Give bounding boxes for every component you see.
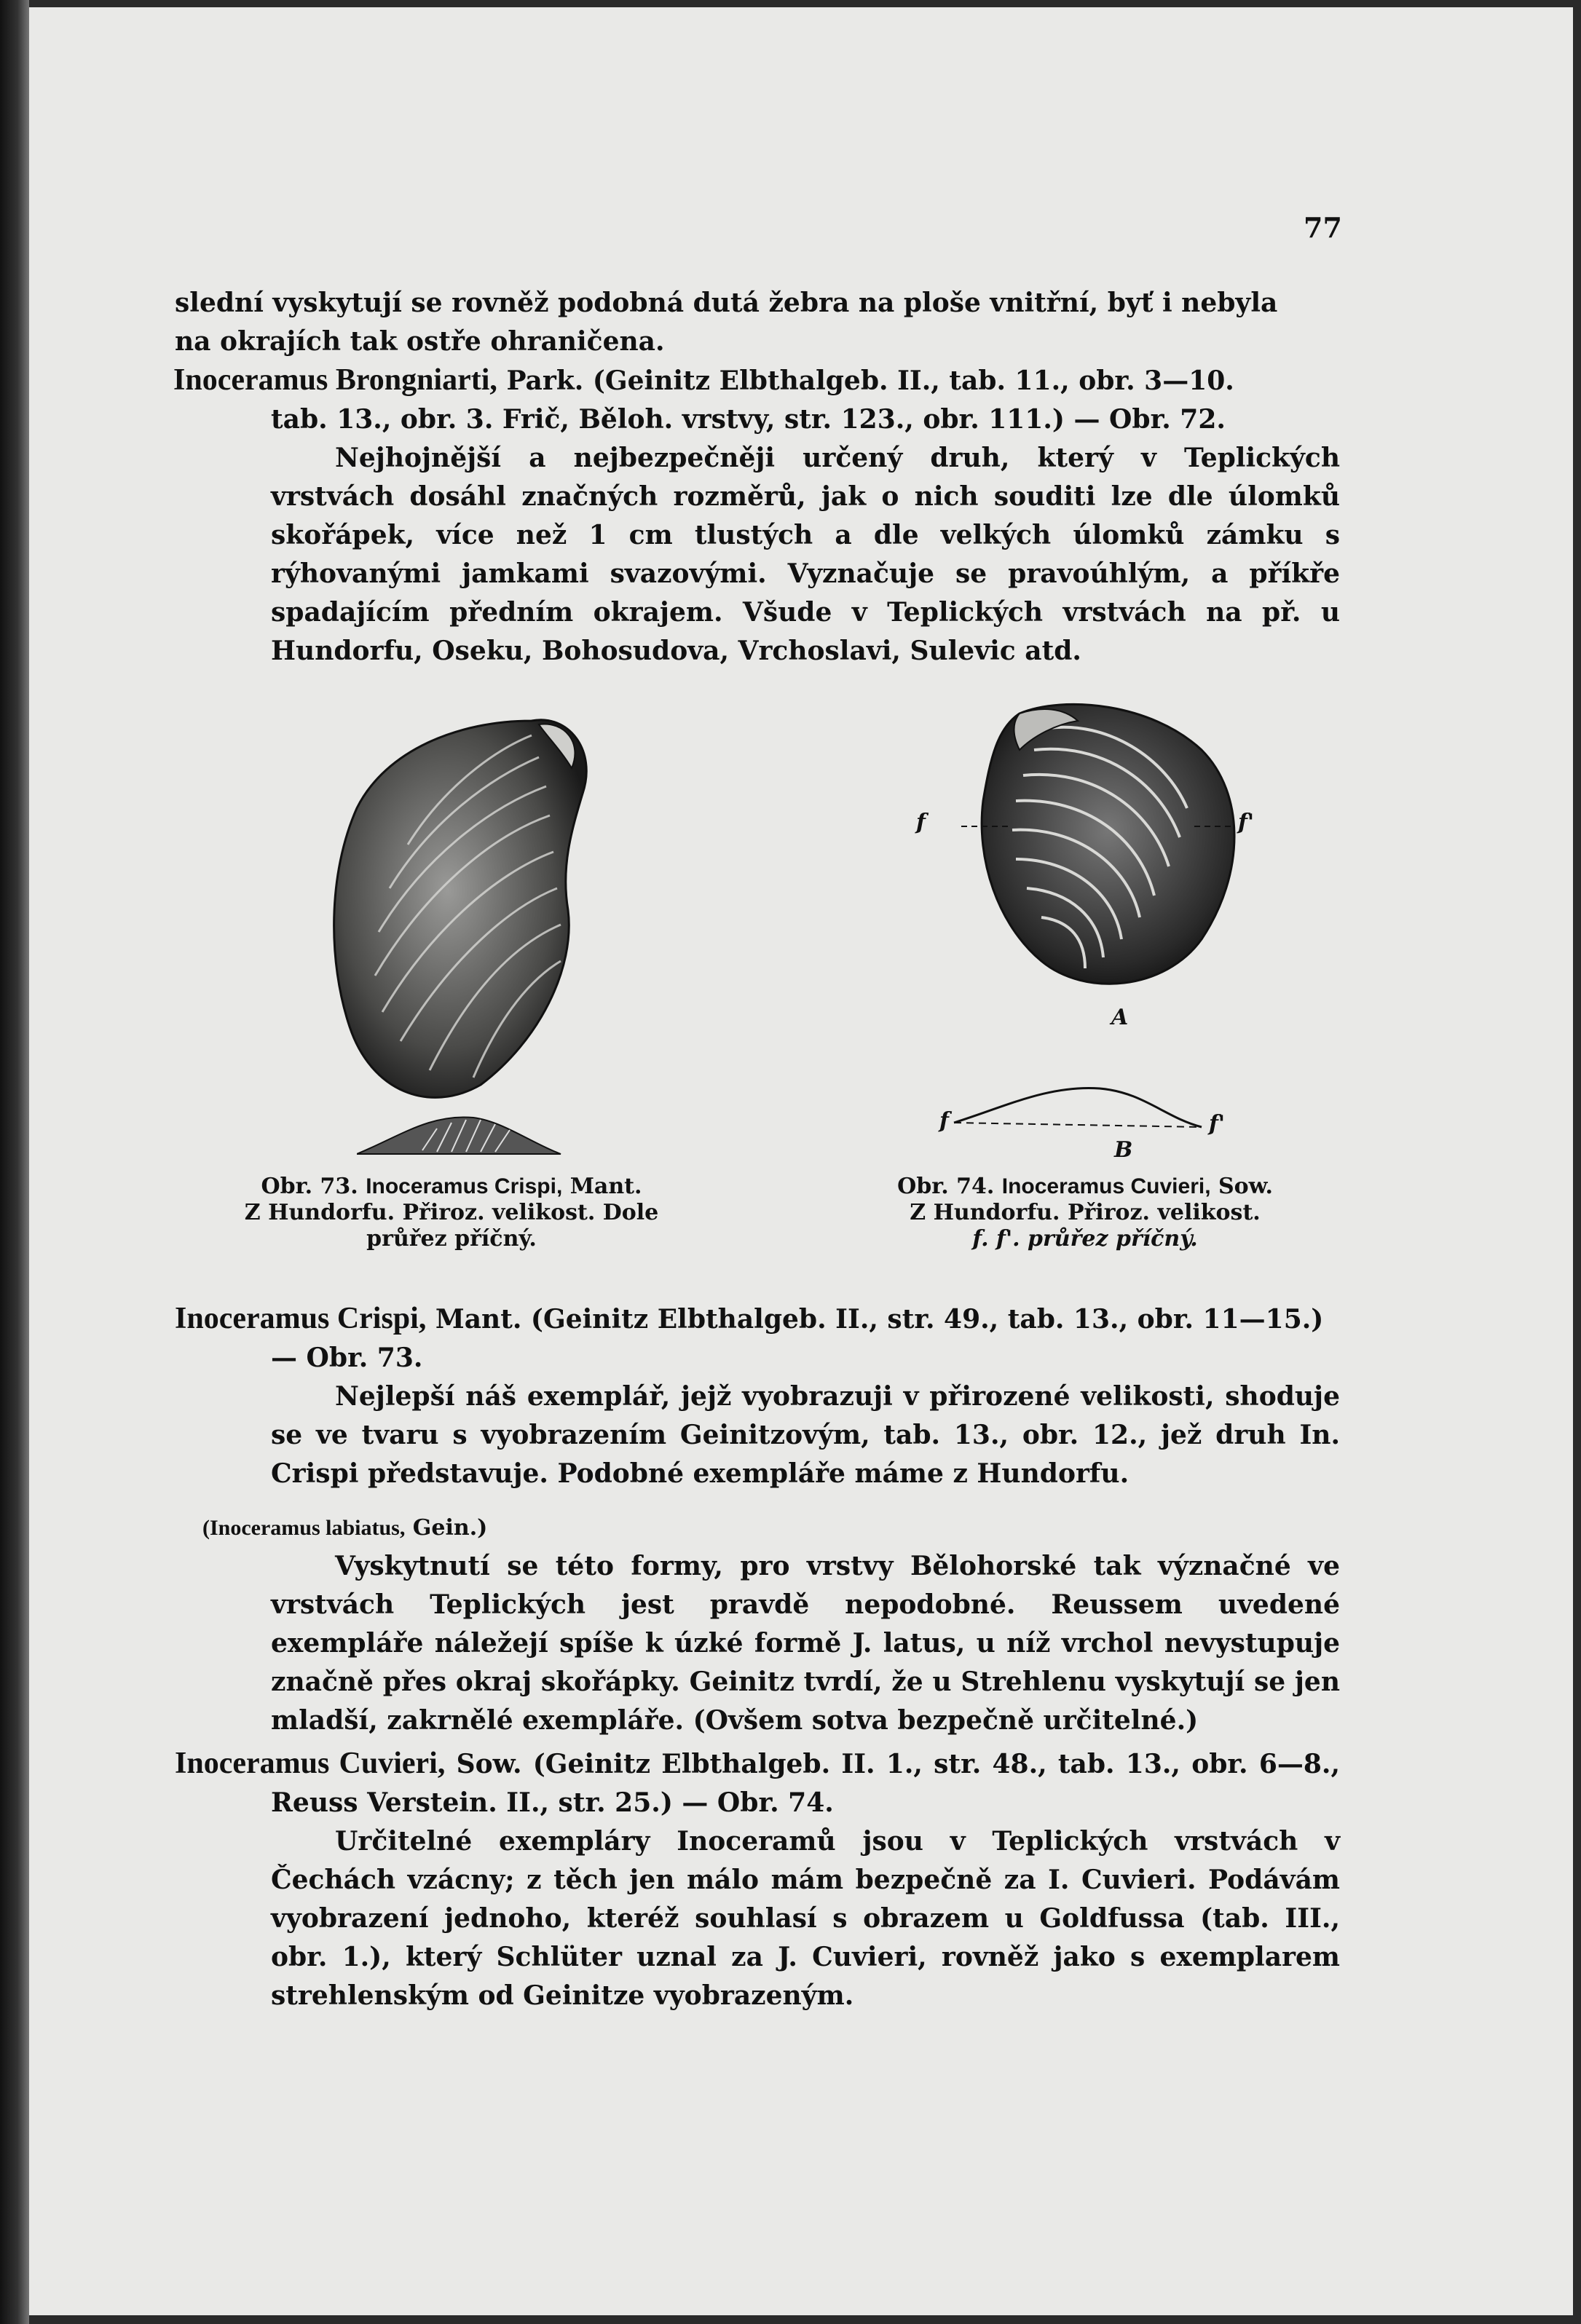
fig74-label-b: B [1114, 1137, 1133, 1163]
crispi-shell-outline [334, 720, 587, 1098]
crispi-name: Inoceramus Crispi, [175, 1302, 427, 1335]
fig74-caption-suffix: Sow. [1210, 1174, 1273, 1199]
crispi-ref [175, 1300, 1340, 1378]
labiatus-name: (Inoceramus labiatus, [202, 1516, 406, 1540]
fig74-caption-line3: f. f'. průřez příčný. [972, 1226, 1198, 1252]
brongniarti-ref-line1: Park. (Geinitz Elbthalgeb. II., tab. 11., obr. 3—10. [497, 365, 1234, 396]
figure-74-cross-section-b [939, 1078, 1231, 1143]
fig74-caption-line1 [859, 1174, 1311, 1200]
brongniarti-ref [173, 361, 1340, 400]
fig74-label-f-left-b: f [939, 1108, 949, 1134]
cuvieri-ref-text: Sow. (Geinitz Elbthalgeb. II. 1., str. 48., tab. 13., obr. 6—8., Reuss Verstein. II., str. 25.) — Obr. 74. [271, 1749, 1340, 1818]
labiatus-body: Vyskytnutí se této formy, pro vrstvy Bělohorské tak význačné ve vrstvách Teplických jest pravdě nepodobné. Reussem uvedené exempláře náležejí spíše k úzké formě J. latus, u níž vrchol nevystupuje značně přes okraj skořápky. Geinitz tvrdí, že u Strehlenu vyskytují se jen mladší, zakrnělé exempláře. (Ovšem sotva bezpečně určitelné.) [271, 1551, 1340, 1736]
labiatus-ref [202, 1507, 1340, 1547]
fig73-caption-line3: průřez příčný. [366, 1226, 537, 1252]
cuvieri-body: Určitelné exempláry Inoceramů jsou v Teplických vrstvách v Čechách vzácny; z těch jen málo mám bezpečně za I. Cuvieri. Podávám vyobrazení jednoho, kteréž souhlasí s obrazem u Goldfussa (tab. III., obr. 1.), který Schlüter uznal za J. Cuvieri, rovněž jako s exemplarem strehlenským od Geinitze vyobrazeným. [271, 1826, 1340, 2011]
cuvieri-cross-section-baseline [954, 1123, 1202, 1127]
cuvieri-cross-section-curve [954, 1088, 1202, 1127]
fig74-caption-prefix: Obr. 74. [897, 1174, 1002, 1199]
figure-74-f-line [910, 815, 1274, 845]
figure-73-caption [204, 1174, 699, 1252]
figure-74-cuvieri-shell [961, 699, 1267, 1005]
fig74-label-f-right: f' [1238, 810, 1255, 835]
brongniarti-body: Nejhojnější a nejbezpečněji určený druh, který v Teplických vrstvách dosáhl značných rozměrů, jak o nich souditi lze dle úlomků skořápek, více než 1 cm tlustých a dle velkých úlomků zámku s rýhovanými jamkami svazovými. Vyznačuje se pravoúhlým, a příkře spadajícím předním okrajem. Všude v Teplických vrstvách na př. u Hundorfu, Oseku, Bohosudova, Vrchoslavi, Sulevic atd. [271, 443, 1340, 666]
entry-brongniarti [175, 361, 1340, 671]
labiatus-ref-text: Gein.) [405, 1515, 488, 1541]
figure-73-cross-section [357, 1114, 575, 1158]
fig74-caption-name: Inoceramus Cuvieri, [1001, 1174, 1211, 1198]
figure-73-crispi-shell [320, 706, 597, 1114]
page-binding-edge [0, 0, 29, 2324]
page-number: 77 [1304, 211, 1342, 244]
figure-74-caption [859, 1174, 1311, 1252]
fig73-caption-suffix: Mant. [562, 1174, 642, 1199]
entry-labiatus [175, 1507, 1340, 1740]
fig73-caption-line1 [204, 1174, 699, 1200]
cuvieri-ref [175, 1744, 1340, 1822]
fig73-caption-line2: Z Hundorfu. Přiroz. velikost. Dole [244, 1200, 659, 1225]
para1-line2: na okrajích tak ostře ohraničena. [175, 326, 665, 357]
top-text-block [175, 284, 1340, 361]
brongniarti-name: Inoceramus Brongniarti, [173, 363, 497, 397]
para1-line1: slední vyskytují se rovněž podobná dutá žebra na ploše vnitřní, byť i nebyla [175, 288, 1278, 318]
cuvieri-name: Inoceramus Cuvieri, [175, 1747, 446, 1780]
crispi-body: Nejlepší náš exemplář, jejž vyobrazuji v přirozené velikosti, shoduje se ve tvaru s vyobrazením Geinitzovým, tab. 13., obr. 12., jež druh In. Crispi představuje. Podobné exempláře máme z Hundorfu. [271, 1381, 1340, 1489]
fig74-label-f-right-b: f' [1209, 1111, 1226, 1137]
fig74-label-a: A [1111, 1005, 1129, 1030]
fig73-caption-prefix: Obr. 73. [261, 1174, 366, 1199]
fig73-caption-name: Inoceramus Crispi, [366, 1174, 563, 1198]
brongniarti-ref-line2: tab. 13., obr. 3. Frič, Běloh. vrstvy, str. 123., obr. 111.) — Obr. 72. [271, 404, 1226, 435]
entry-cuvieri [175, 1744, 1340, 2015]
entry-crispi [175, 1300, 1340, 1493]
fig74-caption-line2: Z Hundorfu. Přiroz. velikost. [910, 1200, 1261, 1225]
fig74-label-f-left: f [916, 810, 926, 835]
crispi-ref-text: Mant. (Geinitz Elbthalgeb. II., str. 49., tab. 13., obr. 11—15.) — Obr. 73. [271, 1304, 1324, 1373]
